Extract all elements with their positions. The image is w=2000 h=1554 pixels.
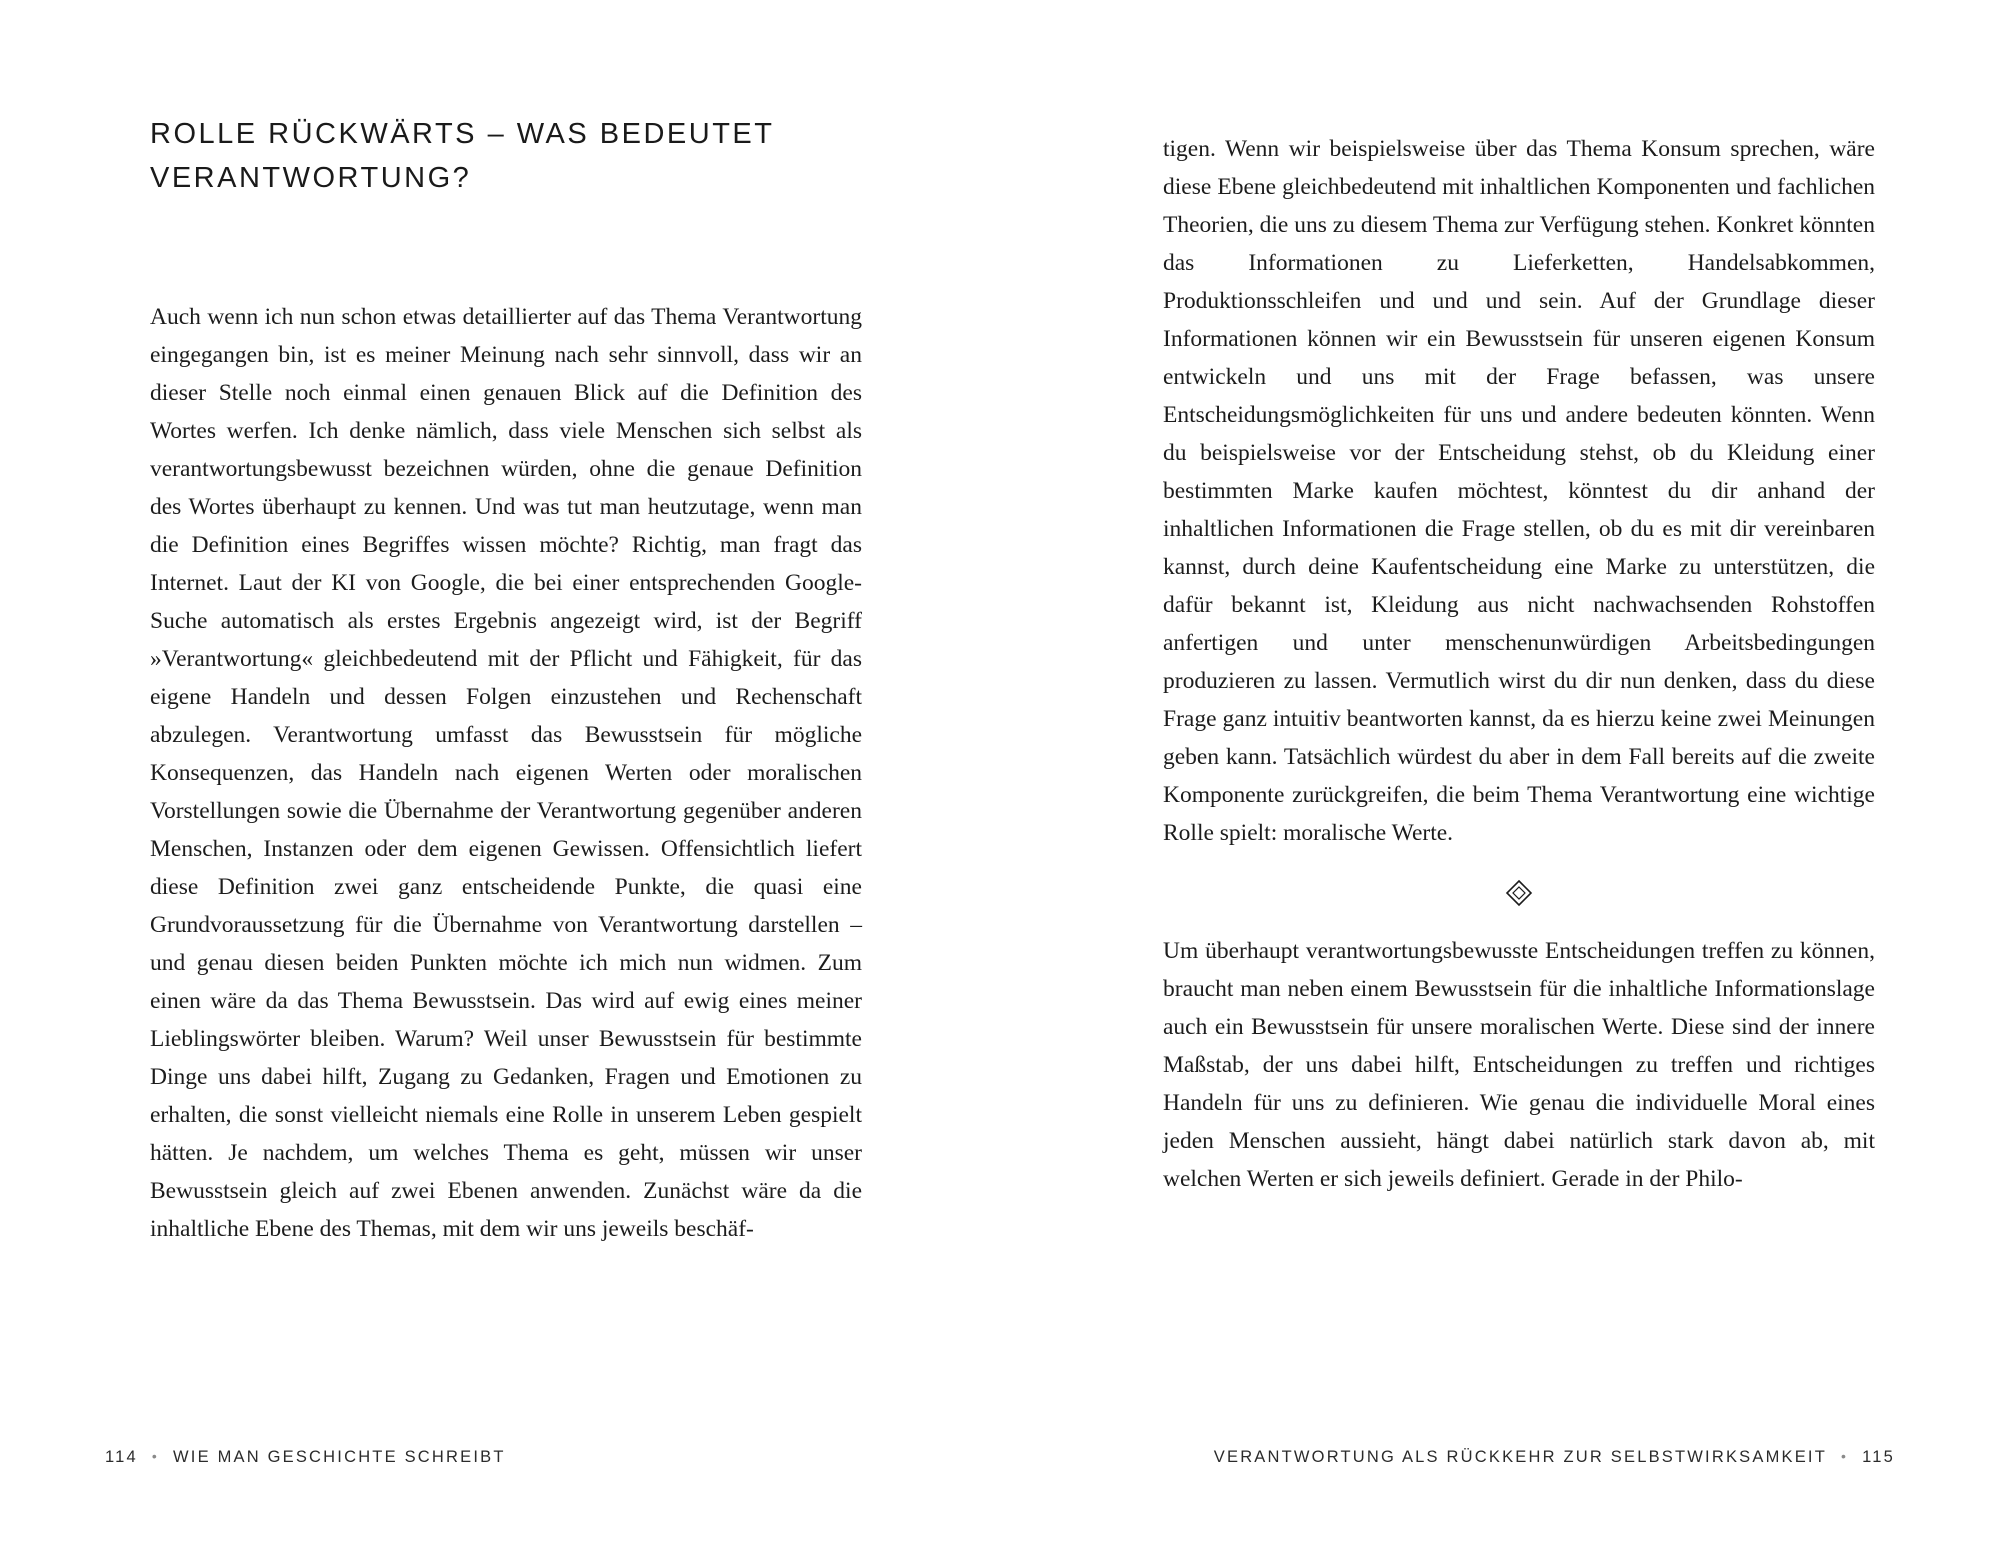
left-running-title: WIE MAN GESCHICHTE SCHREIBT (173, 1448, 506, 1466)
diamond-ornament-icon (1504, 878, 1534, 908)
chapter-heading: ROLLE RÜCKWÄRTS – WAS BEDEUTET VERANTWORTUNG? (150, 118, 774, 194)
right-running-title: VERANTWORTUNG ALS RÜCKKEHR ZUR SELBSTWIRKSAMKEIT (1213, 1448, 1827, 1466)
right-body-flow (1163, 130, 1875, 1198)
right-page-footer (1214, 1448, 1895, 1467)
right-body-paragraph-2: Um überhaupt verantwortungsbewusste Entscheidungen treffen zu können, braucht man neben einem Bewusstsein für die inhaltliche Informationslage auch ein Bewusstsein für unsere moralischen Werte. Diese sind der innere Maßstab, der uns dabei hilft, Entscheidungen zu treffen und richtiges Handeln für uns zu definieren. Wie genau die individuelle Moral eines jeden Menschen aussieht, hängt dabei natürlich stark davon ab, mit welchen Werten er sich jeweils definiert. Gerade in der Philo- (1163, 938, 1875, 1192)
footer-separator-dot: • (1840, 1448, 1849, 1464)
footer-separator-dot: • (151, 1448, 160, 1464)
left-body-paragraph: Auch wenn ich nun schon etwas detaillierter auf das Thema Verantwortung eingegangen bin, ist es meiner Meinung nach sehr sinnvoll, dass wir an dieser Stelle noch einmal einen genauen Blick auf die Definition des Wortes werfen. Ich denke nämlich, dass viele Menschen sich selbst als verantwortungsbewusst bezeichnen würden, ohne die genaue Definition des Wortes überhaupt zu kennen. Und was tut man heutzutage, wenn man die Definition eines Begriffes wissen möchte? Richtig, man fragt das Internet. Laut der KI von Google, die bei einer entsprechenden Google-Suche automatisch als erstes Ergebnis angezeigt wird, ist der Begriff »Verantwortung« gleichbedeutend mit der Pflicht und Fähigkeit, für das eigene Handeln und dessen Folgen einzustehen und Rechenschaft abzulegen. Verantwortung umfasst das Bewusstsein für mögliche Konsequenzen, das Handeln nach eigenen Werten oder moralischen Vorstellungen sowie die Übernahme der Verantwortung gegenüber anderen Menschen, Instanzen oder dem eigenen Gewissen. Offensichtlich liefert diese Definition zwei ganz entscheidende Punkte, die quasi eine Grundvoraussetzung für die Übernahme von Verantwortung darstellen – und genau diesen beiden Punkten möchte ich mich nun widmen. Zum einen wäre da das Thema Bewusstsein. Das wird auf ewig eines meiner Lieblingswörter bleiben. Warum? Weil unser Bewusstsein für bestimmte Dinge uns dabei hilft, Zugang zu Gedanken, Fragen und Emotionen zu erhalten, die sonst vielleicht niemals eine Rolle in unserem Leben gespielt hätten. Je nachdem, um welches Thema es geht, müssen wir unser Bewusstsein gleich auf zwei Ebenen anwenden. Zunächst wäre da die inhaltliche Ebene des Themas, mit dem wir uns jeweils beschäf- (150, 304, 862, 1242)
right-page-number: 115 (1862, 1448, 1895, 1466)
left-page-footer (105, 1448, 506, 1467)
left-page-number: 114 (105, 1448, 138, 1466)
right-body-paragraph-1: tigen. Wenn wir beispielsweise über das Thema Konsum sprechen, wäre diese Ebene gleichbedeutend mit inhaltlichen Komponenten und fachlichen Theorien, die uns zu diesem Thema zur Verfügung stehen. Konkret könnten das Informationen zu Lieferketten, Handelsabkommen, Produktionsschleifen und und und sein. Auf der Grundlage dieser Informationen können wir ein Bewusstsein für unseren eigenen Konsum entwickeln und uns mit der Frage befassen, was unsere Entscheidungsmöglichkeiten für uns und andere bedeuten könnten. Wenn du beispielsweise vor der Entscheidung stehst, ob du Kleidung einer bestimmten Marke kaufen möchtest, könntest du dir anhand der inhaltlichen Informationen die Frage stellen, ob du es mit dir vereinbaren kannst, durch deine Kaufentscheidung eine Marke zu unterstützen, die dafür bekannt ist, Kleidung aus nicht nachwachsenden Rohstoffen anfertigen und unter menschenunwürdigen Arbeitsbedingungen produzieren zu lassen. Vermutlich wirst du dir nun denken, dass du diese Frage ganz intuitiv beantworten kannst, da es hierzu keine zwei Meinungen geben kann. Tatsächlich würdest du aber in dem Fall bereits auf die zweite Komponente zurückgreifen, die beim Thema Verantwortung eine wichtige Rolle spielt: moralische Werte. (1163, 136, 1875, 846)
